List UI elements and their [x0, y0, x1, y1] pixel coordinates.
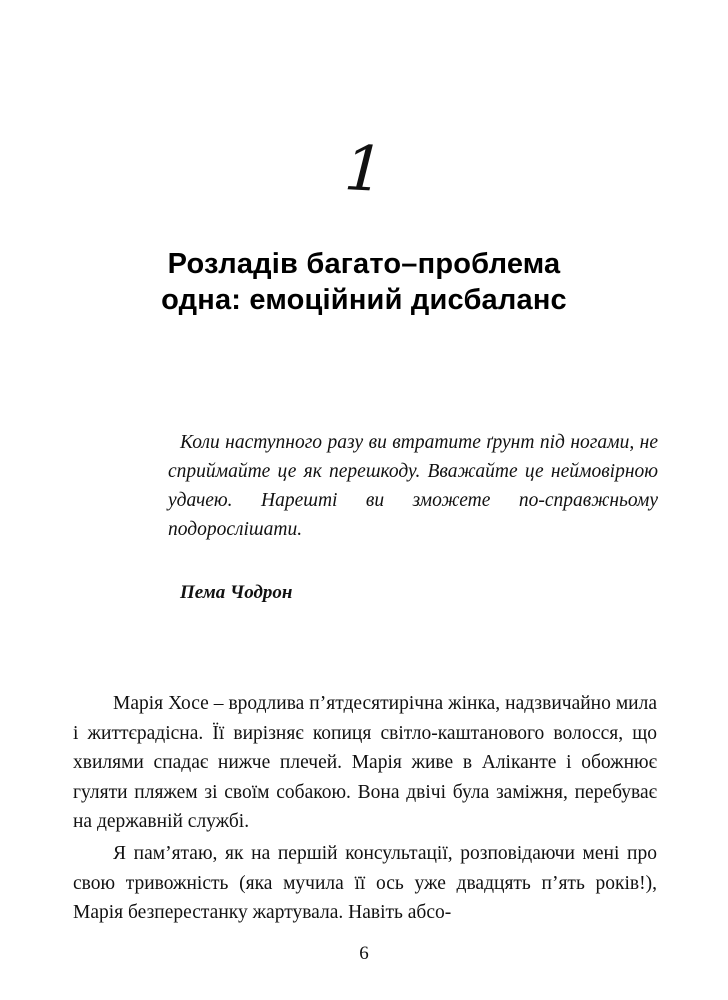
body-paragraph: Я пам’ятаю, як на першій консультації, розповідаючи мені про свою тривожність (яка мучила її ось уже двадцять п’ять років!), Марія безперестанку жартувала. Навіть абсо- — [73, 842, 657, 924]
chapter-title-line2: одна: емоційний дисбаланс — [161, 284, 567, 316]
page-number: 6 — [359, 943, 369, 964]
chapter-number: 1 — [342, 131, 386, 206]
body-text — [73, 689, 657, 930]
epigraph-attribution: Пема Чодрон — [180, 582, 293, 603]
body-paragraph: Марія Хосе – вродлива п’ятдесятирічна жінка, надзвичайно мила і життєрадісна. Її вирізняє копиця світло-каштанового волосся, що хвилями спадає нижче плечей. Марія живе в Аліканте і обожнює гуляти пляжем зі своїм собакою. Вона двічі була заміжня, перебуває на державній службі. — [73, 693, 657, 833]
chapter-title-line1: Розладів багато–проблема — [167, 248, 561, 280]
chapter-title — [0, 246, 728, 318]
epigraph-quote: Коли наступного разу ви втратите ґрунт під ногами, не сприймайте це як перешкоду. Вважайте це неймовірною удачею. Нарешті ви зможете по-справжньому подорослішати. — [168, 432, 658, 540]
